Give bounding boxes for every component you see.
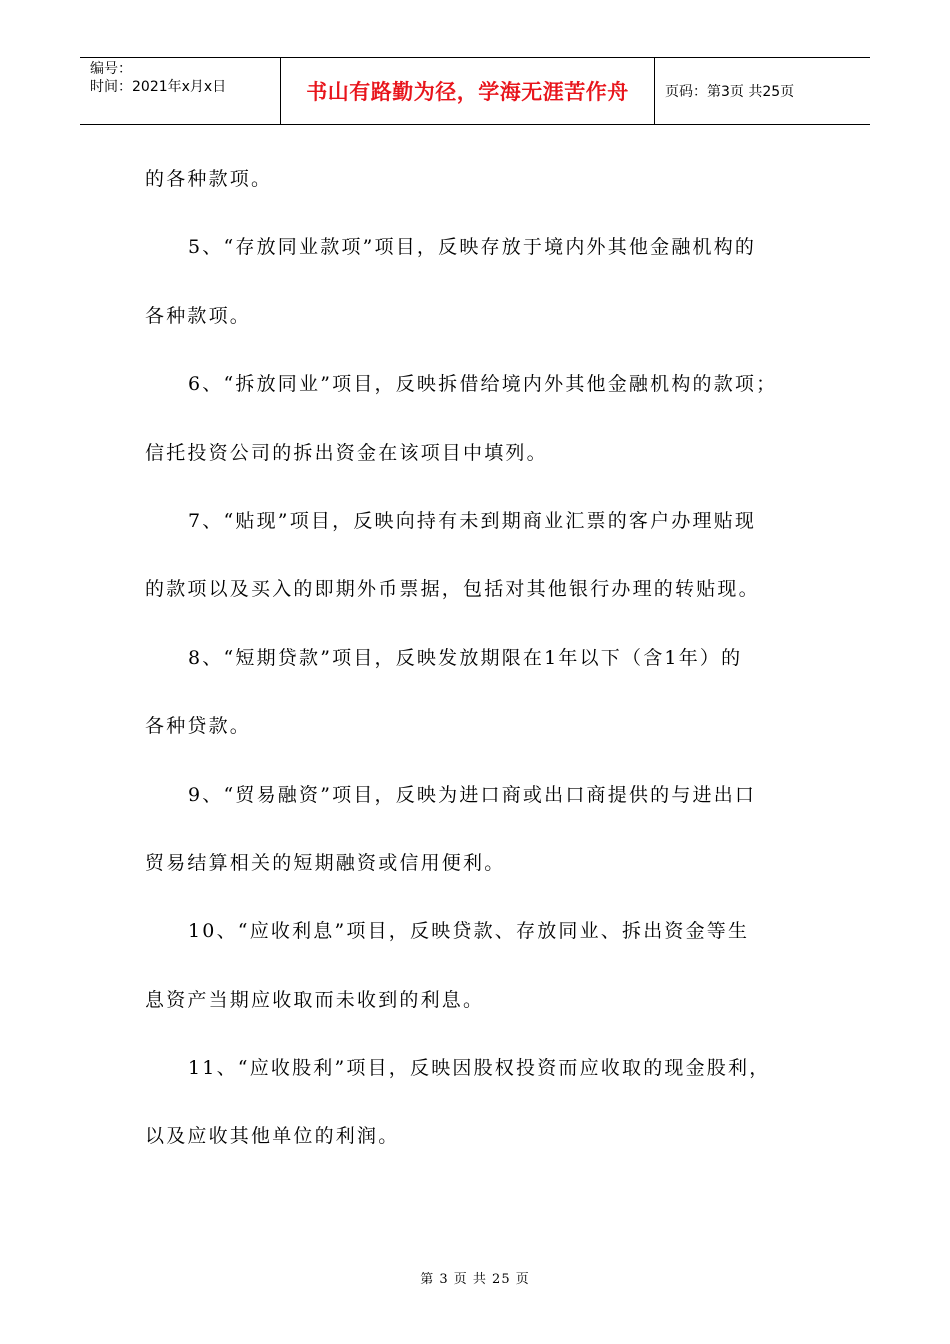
page-footer: 第 3 页 共 25 页	[420, 1272, 530, 1287]
page-header	[80, 57, 870, 125]
text-line: 11、“应收股利”项目，反映因股权投资而应收取的现金股利，	[188, 1057, 771, 1080]
text-line: 各种款项。	[145, 304, 252, 327]
header-motto: 书山有路勤为径，学海无涯苦作舟	[281, 58, 655, 124]
text-line: 7、“贴现”项目，反映向持有未到期商业汇票的客户办理贴现	[188, 509, 757, 532]
text-line: 的款项以及买入的即期外币票据，包括对其他银行办理的转贴现。	[145, 578, 760, 601]
text-line: 以及应收其他单位的利润。	[145, 1125, 400, 1148]
text-line: 信托投资公司的拆出资金在该项目中填列。	[145, 441, 548, 464]
text-line: 8、“短期贷款”项目，反映发放期限在1年以下（含1年）的	[188, 646, 743, 669]
header-page-number: 页码：第3页 共25页	[665, 84, 795, 100]
text-line: 贸易结算相关的短期融资或信用便利。	[145, 851, 506, 874]
text-line: 息资产当期应收取而未收到的利息。	[145, 988, 485, 1011]
document-number-label: 编号：	[90, 61, 132, 77]
text-line: 的各种款项。	[145, 168, 273, 190]
text-line: 6、“拆放同业”项目，反映拆借给境内外其他金融机构的款项；	[188, 373, 778, 396]
document-body	[145, 155, 825, 1181]
header-meta	[80, 58, 281, 124]
text-line: 5、“存放同业款项”项目，反映存放于境内外其他金融机构的	[188, 236, 757, 259]
text-line: 各种贷款。	[145, 715, 252, 738]
text-line: 9、“贸易融资”项目，反映为进口商或出口商提供的与进出口	[188, 783, 757, 806]
text-line: 10、“应收利息”项目，反映贷款、存放同业、拆出资金等生	[188, 920, 750, 943]
document-date-label: 时间：2021年x月x日	[90, 79, 227, 95]
